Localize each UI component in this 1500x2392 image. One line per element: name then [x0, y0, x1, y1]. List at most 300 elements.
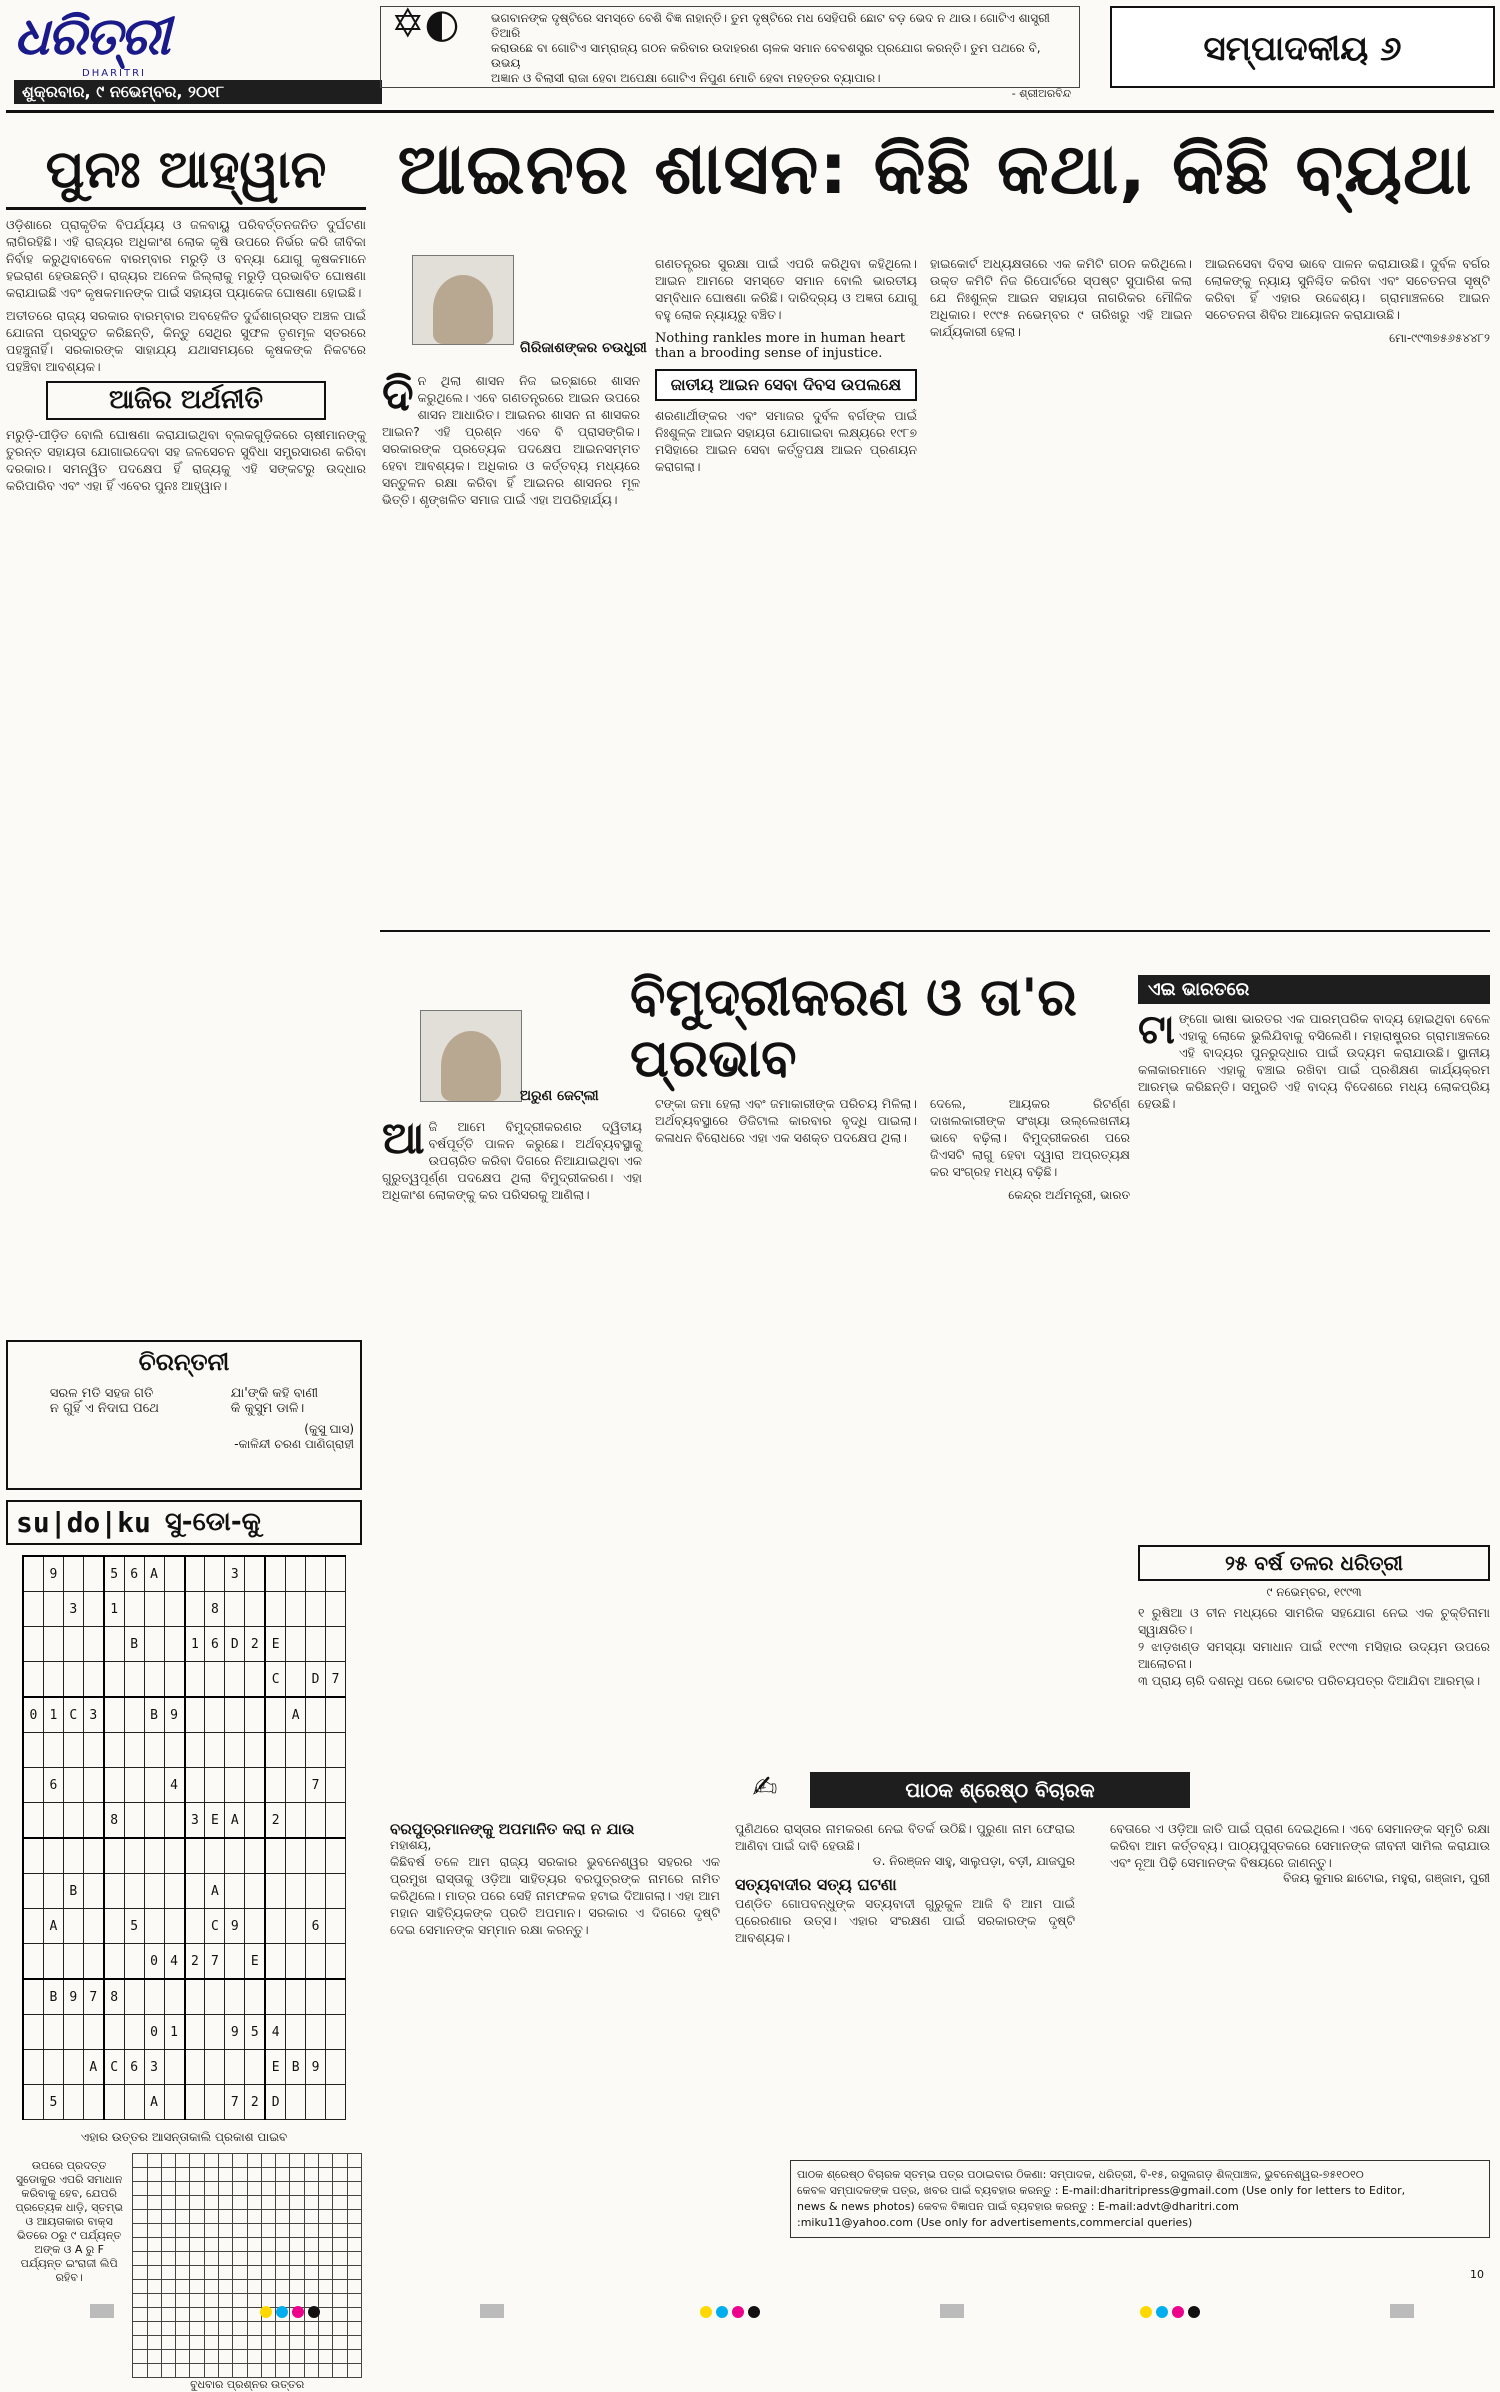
sudoku-cell[interactable]	[104, 1909, 124, 1944]
sudoku-cell[interactable]	[144, 1979, 164, 2015]
sudoku-cell[interactable]	[185, 1838, 205, 1874]
sudoku-cell[interactable]	[144, 1838, 164, 1874]
sudoku-cell[interactable]: 5	[104, 1556, 124, 1592]
sudoku-cell[interactable]: 7	[205, 1944, 225, 1980]
sudoku-cell[interactable]	[245, 1697, 265, 1733]
sudoku-cell[interactable]	[63, 1556, 83, 1592]
sudoku-cell[interactable]	[104, 1662, 124, 1698]
sudoku-cell[interactable]	[185, 1662, 205, 1698]
sudoku-cell[interactable]	[286, 1768, 306, 1803]
sudoku-cell[interactable]	[83, 1627, 103, 1662]
solution-cell	[333, 2154, 347, 2168]
sudoku-cell[interactable]	[23, 1627, 43, 1662]
solution-cell	[133, 2336, 147, 2350]
sudoku-cell[interactable]	[225, 1768, 245, 1803]
sudoku-cell[interactable]: E	[205, 1803, 225, 1839]
solution-cell	[147, 2154, 161, 2168]
sudoku-cell[interactable]: 4	[265, 2015, 285, 2050]
archive-box	[1138, 1545, 1490, 1689]
sudoku-cell[interactable]	[205, 1697, 225, 1733]
sudoku-cell[interactable]	[23, 2015, 43, 2050]
sudoku-cell[interactable]	[245, 1909, 265, 1944]
sudoku-cell[interactable]	[23, 1979, 43, 2015]
sudoku-cell[interactable]	[225, 1838, 245, 1874]
sudoku-cell[interactable]: 8	[104, 1979, 124, 2015]
sudoku-cell[interactable]: 9	[164, 1697, 184, 1733]
sudoku-cell[interactable]: C	[63, 1697, 83, 1733]
sudoku-cell[interactable]	[306, 1979, 326, 2015]
sudoku-cell[interactable]	[326, 1944, 346, 1980]
sudoku-cell[interactable]	[185, 2050, 205, 2085]
sudoku-cell[interactable]: 6	[124, 2050, 144, 2085]
sudoku-cell[interactable]	[286, 1556, 306, 1592]
sudoku-cell[interactable]: 0	[23, 1697, 43, 1733]
sudoku-cell[interactable]	[63, 1662, 83, 1698]
sudoku-cell[interactable]	[326, 1592, 346, 1627]
sudoku-cell[interactable]: B	[63, 1874, 83, 1909]
registration-mark	[940, 2304, 964, 2318]
sudoku-grid[interactable]	[22, 1555, 346, 2120]
sudoku-cell[interactable]: 8	[205, 1592, 225, 1627]
sudoku-cell[interactable]	[23, 1944, 43, 1980]
sudoku-cell[interactable]: C	[205, 1909, 225, 1944]
sudoku-cell[interactable]: 5	[43, 2085, 63, 2120]
sudoku-cell[interactable]: 5	[245, 2015, 265, 2050]
sudoku-cell[interactable]	[286, 1627, 306, 1662]
sudoku-cell[interactable]	[43, 1662, 63, 1698]
sudoku-cell[interactable]	[286, 1909, 306, 1944]
sudoku-cell[interactable]	[286, 1838, 306, 1874]
sudoku-cell[interactable]	[104, 1627, 124, 1662]
sudoku-cell[interactable]: 9	[43, 1556, 63, 1592]
sudoku-cell[interactable]	[265, 1733, 285, 1768]
sudoku-cell[interactable]: D	[225, 1627, 245, 1662]
solution-cell	[190, 2210, 204, 2224]
sudoku-cell[interactable]	[185, 1697, 205, 1733]
sudoku-cell[interactable]: 3	[225, 1556, 245, 1592]
sudoku-cell[interactable]	[63, 2050, 83, 2085]
sudoku-cell[interactable]	[63, 1733, 83, 1768]
thought-of-day	[380, 1, 1080, 100]
sudoku-cell[interactable]: E	[265, 2050, 285, 2085]
sudoku-cell[interactable]	[164, 2050, 184, 2085]
sudoku-cell[interactable]	[144, 1733, 164, 1768]
sudoku-cell[interactable]	[225, 1733, 245, 1768]
sudoku-cell[interactable]	[104, 2015, 124, 2050]
sudoku-cell[interactable]	[245, 1592, 265, 1627]
sudoku-cell[interactable]	[185, 1592, 205, 1627]
sudoku-cell[interactable]	[124, 2015, 144, 2050]
sudoku-cell[interactable]	[23, 2050, 43, 2085]
sudoku-cell[interactable]: A	[286, 1697, 306, 1733]
sudoku-cell[interactable]	[104, 1697, 124, 1733]
sudoku-cell[interactable]	[205, 1979, 225, 2015]
sudoku-cell[interactable]	[23, 1768, 43, 1803]
sudoku-cell[interactable]	[185, 1556, 205, 1592]
sudoku-cell[interactable]	[286, 2015, 306, 2050]
sudoku-cell[interactable]	[144, 1768, 164, 1803]
sudoku-cell[interactable]	[144, 1662, 164, 1698]
sudoku-cell[interactable]	[205, 1662, 225, 1698]
sudoku-cell[interactable]	[306, 1697, 326, 1733]
sudoku-cell[interactable]	[225, 1979, 245, 2015]
sudoku-cell[interactable]	[245, 1979, 265, 2015]
sudoku-cell[interactable]	[225, 1874, 245, 1909]
sudoku-cell[interactable]: B	[144, 1697, 164, 1733]
sudoku-cell[interactable]: B	[286, 2050, 306, 2085]
sudoku-cell[interactable]	[326, 1909, 346, 1944]
sudoku-cell[interactable]	[245, 1838, 265, 1874]
sudoku-cell[interactable]	[205, 1556, 225, 1592]
quote-author: - ଶ୍ରୀଅରବିନ୍ଦ	[1011, 87, 1071, 100]
sudoku-cell[interactable]	[63, 1909, 83, 1944]
sudoku-cell[interactable]	[245, 2050, 265, 2085]
sudoku-cell[interactable]	[104, 1768, 124, 1803]
sudoku-cell[interactable]	[265, 1838, 285, 1874]
sudoku-cell[interactable]	[265, 1556, 285, 1592]
sudoku-cell[interactable]	[83, 1944, 103, 1980]
sudoku-cell[interactable]	[265, 1909, 285, 1944]
sudoku-cell[interactable]	[326, 1556, 346, 1592]
sudoku-cell[interactable]	[23, 1733, 43, 1768]
sudoku-cell[interactable]	[306, 2085, 326, 2120]
sudoku-cell[interactable]	[83, 2015, 103, 2050]
solution-cell	[333, 2336, 347, 2350]
sudoku-cell[interactable]	[43, 1627, 63, 1662]
sudoku-cell[interactable]	[124, 1733, 144, 1768]
this-india-box	[1138, 975, 1490, 1112]
sudoku-cell[interactable]	[104, 1733, 124, 1768]
sudoku-cell[interactable]	[124, 1803, 144, 1839]
sudoku-cell[interactable]: 2	[265, 1803, 285, 1839]
sudoku-cell[interactable]	[83, 1874, 103, 1909]
sudoku-cell[interactable]	[185, 2015, 205, 2050]
sudoku-cell[interactable]	[23, 2085, 43, 2120]
sudoku-cell[interactable]: B	[124, 1627, 144, 1662]
solution-cell	[304, 2168, 318, 2182]
sudoku-cell[interactable]	[63, 1838, 83, 1874]
sudoku-cell[interactable]	[225, 1944, 245, 1980]
solution-cell	[219, 2182, 233, 2196]
sudoku-cell[interactable]	[286, 2085, 306, 2120]
letter-author: ଡ. ନିରଞ୍ଜନ ସାହୁ, ସାଲୁପଡ଼ା, ବଡ଼ୀ, ଯାଜପୁର	[872, 1854, 1075, 1868]
registration-mark	[480, 2304, 504, 2318]
solution-cell	[290, 2336, 304, 2350]
sudoku-cell[interactable]	[205, 2085, 225, 2120]
sudoku-cell[interactable]	[43, 1874, 63, 1909]
sudoku-cell[interactable]	[43, 1803, 63, 1839]
registration-dot	[1140, 2306, 1152, 2318]
drop-cap: ଟା	[1138, 1007, 1175, 1053]
editorial-para: ମରୁଡ଼ି-ପୀଡ଼ିତ ବୋଲି ଘୋଷଣା କରାଯାଇଥିବା ବ୍ଲକଗୁଡ଼ିକରେ ଚାଷୀମାନଙ୍କୁ ତୁରନ୍ତ ସହାୟତା ଯୋଗାଇଦେବା ସହ ଜଳସେଚନ ସୁବିଧା ସମ୍ପ୍ରସାରଣ କରିବା ଦରକାର। ସମନ୍ୱିତ ପଦକ୍ଷେପ ହିଁ ରାଜ୍ୟକୁ ଏହି ସଙ୍କଟରୁ ଉଦ୍ଧାର କରିପାରିବ ଏବଂ ଏହା ହିଁ ଏବେର ପୁନଃ ଆହ୍ୱାନ।	[6, 427, 366, 493]
sudoku-cell[interactable]	[23, 1909, 43, 1944]
sudoku-cell[interactable]: 7	[306, 1768, 326, 1803]
sudoku-cell[interactable]	[144, 1909, 164, 1944]
sudoku-cell[interactable]: 3	[144, 2050, 164, 2085]
sudoku-cell[interactable]	[265, 1944, 285, 1980]
sudoku-cell[interactable]	[43, 1733, 63, 1768]
sudoku-cell[interactable]	[164, 2085, 184, 2120]
sudoku-cell[interactable]: A	[83, 2050, 103, 2085]
sudoku-cell[interactable]: 1	[43, 1697, 63, 1733]
sudoku-cell[interactable]	[23, 1556, 43, 1592]
sudoku-cell[interactable]: E	[245, 1944, 265, 1980]
sudoku-cell[interactable]	[83, 1592, 103, 1627]
sudoku-cell[interactable]	[205, 1768, 225, 1803]
sudoku-cell[interactable]: 6	[306, 1909, 326, 1944]
sudoku-cell[interactable]	[326, 1803, 346, 1839]
solution-cell	[261, 2266, 275, 2280]
sudoku-cell[interactable]	[286, 1803, 306, 1839]
sudoku-cell[interactable]: 3	[185, 1803, 205, 1839]
sudoku-cell[interactable]	[124, 1662, 144, 1698]
sudoku-cell[interactable]	[205, 1733, 225, 1768]
sudoku-cell[interactable]	[306, 1556, 326, 1592]
sudoku-cell[interactable]	[83, 1803, 103, 1839]
solution-cell	[347, 2210, 361, 2224]
sudoku-cell[interactable]	[326, 1874, 346, 1909]
letter-1	[390, 1820, 720, 1938]
sudoku-cell[interactable]	[286, 1733, 306, 1768]
sudoku-cell[interactable]	[124, 1944, 144, 1980]
sudoku-cell[interactable]	[326, 2015, 346, 2050]
sudoku-cell[interactable]: 3	[63, 1592, 83, 1627]
sudoku-cell[interactable]	[83, 2085, 103, 2120]
sudoku-cell[interactable]	[164, 1909, 184, 1944]
sudoku-cell[interactable]	[104, 2085, 124, 2120]
sudoku-cell[interactable]: 1	[185, 1627, 205, 1662]
sudoku-cell[interactable]: 6	[43, 1768, 63, 1803]
sudoku-cell[interactable]	[124, 1768, 144, 1803]
sudoku-cell[interactable]: A	[144, 2085, 164, 2120]
sudoku-cell[interactable]	[124, 1697, 144, 1733]
sudoku-cell[interactable]	[83, 1838, 103, 1874]
sudoku-cell[interactable]	[164, 1838, 184, 1874]
sudoku-cell[interactable]: 6	[124, 1556, 144, 1592]
sudoku-cell[interactable]	[124, 1979, 144, 2015]
sudoku-cell[interactable]	[265, 1874, 285, 1909]
sudoku-cell[interactable]	[245, 1803, 265, 1839]
sudoku-cell[interactable]	[185, 1909, 205, 1944]
sudoku-cell[interactable]	[326, 2050, 346, 2085]
sudoku-cell[interactable]	[326, 1979, 346, 2015]
sudoku-cell[interactable]: 7	[225, 2085, 245, 2120]
letter-text: ପୁଣିଥରେ ରାସ୍ତାର ନାମକରଣ ନେଇ ବିତର୍କ ଉଠିଛି। ପୁରୁଣା ନାମ ଫେରାଇ ଆଣିବା ପାଇଁ ଦାବି ହେଉଛି।	[735, 1821, 1075, 1853]
sudoku-cell[interactable]: 2	[185, 1944, 205, 1980]
sudoku-cell[interactable]: 1	[164, 2015, 184, 2050]
sudoku-cell[interactable]	[164, 1979, 184, 2015]
sudoku-cell[interactable]	[124, 1838, 144, 1874]
sudoku-cell[interactable]	[286, 1592, 306, 1627]
sudoku-cell[interactable]	[286, 1874, 306, 1909]
sudoku-cell[interactable]: 2	[245, 2085, 265, 2120]
sudoku-cell[interactable]: 8	[104, 1803, 124, 1839]
sudoku-cell[interactable]	[185, 2085, 205, 2120]
sudoku-cell[interactable]	[164, 1803, 184, 1839]
sudoku-cell[interactable]: A	[225, 1803, 245, 1839]
solution-cell	[247, 2182, 261, 2196]
sudoku-cell[interactable]	[245, 1768, 265, 1803]
sudoku-cell[interactable]	[144, 1627, 164, 1662]
sudoku-cell[interactable]	[245, 1733, 265, 1768]
sudoku-cell[interactable]: 2	[245, 1627, 265, 1662]
sudoku-cell[interactable]	[164, 1627, 184, 1662]
sudoku-cell[interactable]: 4	[164, 1944, 184, 1980]
sudoku-cell[interactable]	[306, 1944, 326, 1980]
sudoku-cell[interactable]	[245, 1662, 265, 1698]
solution-cell	[133, 2238, 147, 2252]
sudoku-cell[interactable]	[63, 1803, 83, 1839]
sudoku-cell[interactable]	[63, 2085, 83, 2120]
sudoku-cell[interactable]: 5	[124, 1909, 144, 1944]
solution-cell	[247, 2238, 261, 2252]
sudoku-cell[interactable]	[286, 1662, 306, 1698]
sudoku-cell[interactable]: 0	[144, 1944, 164, 1980]
sudoku-cell[interactable]	[225, 1697, 245, 1733]
sudoku-cell[interactable]	[144, 1803, 164, 1839]
author-designation: କେନ୍ଦ୍ର ଅର୍ଥମନ୍ତ୍ରୀ, ଭାରତ	[1008, 1188, 1130, 1202]
solution-cell	[219, 2336, 233, 2350]
footer-line: ପାଠକ ଶ୍ରେଷ୍ଠ ବିଚାରକ ସ୍ତମ୍ଭ ପତ୍ର ପଠାଇବାର ଠିକଣା: ସମ୍ପାଦକ, ଧରିତ୍ରୀ, ବି-୧୫, ରସୁଲଗଡ଼ ଶିଳ୍ପାଞ୍ଚଳ, ଭୁବନେଶ୍ୱର-୭୫୧୦୧୦	[797, 2168, 1364, 2181]
sudoku-cell[interactable]	[63, 1768, 83, 1803]
sudoku-cell[interactable]	[104, 1874, 124, 1909]
sudoku-cell[interactable]	[306, 1592, 326, 1627]
sudoku-cell[interactable]: A	[205, 1874, 225, 1909]
sudoku-cell[interactable]	[43, 2050, 63, 2085]
sudoku-cell[interactable]	[265, 1979, 285, 2015]
sudoku-cell[interactable]: A	[43, 1909, 63, 1944]
sudoku-cell[interactable]	[286, 1944, 306, 1980]
sudoku-cell[interactable]	[185, 1874, 205, 1909]
sudoku-cell[interactable]	[205, 2015, 225, 2050]
sudoku-cell[interactable]	[225, 2050, 245, 2085]
solution-cell	[233, 2238, 247, 2252]
sudoku-cell[interactable]: 4	[164, 1768, 184, 1803]
sudoku-cell[interactable]	[43, 1838, 63, 1874]
sudoku-cell[interactable]	[185, 1733, 205, 1768]
sudoku-cell[interactable]	[205, 2050, 225, 2085]
sudoku-cell[interactable]	[63, 2015, 83, 2050]
sudoku-cell[interactable]	[306, 1733, 326, 1768]
sudoku-cell[interactable]: 3	[83, 1697, 103, 1733]
sudoku-cell[interactable]	[306, 1627, 326, 1662]
sudoku-cell[interactable]	[245, 1556, 265, 1592]
sudoku-cell[interactable]	[265, 1697, 285, 1733]
sudoku-cell[interactable]: 9	[306, 2050, 326, 2085]
sudoku-cell[interactable]	[23, 1803, 43, 1839]
sudoku-cell[interactable]: 0	[144, 2015, 164, 2050]
registration-dot	[276, 2306, 288, 2318]
sudoku-cell[interactable]	[43, 1592, 63, 1627]
solution-cell	[219, 2168, 233, 2182]
sudoku-cell[interactable]: 7	[83, 1979, 103, 2015]
sudoku-cell[interactable]	[306, 1803, 326, 1839]
sudoku-cell[interactable]	[124, 1592, 144, 1627]
sudoku-cell[interactable]: 7	[326, 1662, 346, 1698]
sudoku-cell[interactable]	[43, 1944, 63, 1980]
sudoku-cell[interactable]	[63, 1627, 83, 1662]
sudoku-cell[interactable]	[23, 1662, 43, 1698]
sudoku-cell[interactable]	[225, 1662, 245, 1698]
sudoku-cell[interactable]	[326, 1697, 346, 1733]
sudoku-cell[interactable]: A	[144, 1556, 164, 1592]
sudoku-cell[interactable]	[124, 2085, 144, 2120]
solution-cell	[319, 2266, 333, 2280]
sudoku-cell[interactable]	[306, 2015, 326, 2050]
solution-cell	[233, 2168, 247, 2182]
sudoku-cell[interactable]	[43, 2015, 63, 2050]
sudoku-cell[interactable]	[104, 1944, 124, 1980]
sudoku-cell[interactable]	[83, 1556, 103, 1592]
emblem-icon: ✡◐	[391, 1, 460, 47]
sudoku-cell[interactable]	[164, 1592, 184, 1627]
sudoku-cell[interactable]: 9	[225, 1909, 245, 1944]
sudoku-cell[interactable]	[306, 1838, 326, 1874]
sudoku-cell[interactable]	[83, 1733, 103, 1768]
sudoku-cell[interactable]	[23, 1838, 43, 1874]
sudoku-cell[interactable]: 1	[104, 1592, 124, 1627]
sudoku-cell[interactable]	[326, 2085, 346, 2120]
logo-subtext: DHARITRI	[82, 68, 146, 79]
solution-cell	[319, 2182, 333, 2196]
solution-cell	[261, 2364, 275, 2378]
sudoku-cell[interactable]	[326, 1733, 346, 1768]
sudoku-cell[interactable]: C	[104, 2050, 124, 2085]
sudoku-cell[interactable]	[245, 1874, 265, 1909]
sudoku-cell[interactable]	[164, 1556, 184, 1592]
sudoku-cell[interactable]	[23, 1874, 43, 1909]
sudoku-cell[interactable]	[225, 1592, 245, 1627]
sudoku-cell[interactable]	[144, 1592, 164, 1627]
sudoku-cell[interactable]: 6	[205, 1627, 225, 1662]
sudoku-cell[interactable]	[205, 1838, 225, 1874]
letter-title: ସତ୍ୟବାଦୀର ସତ୍ୟ ଘଟଣା	[735, 1875, 897, 1894]
sudoku-cell[interactable]: C	[265, 1662, 285, 1698]
sudoku-cell[interactable]	[265, 1592, 285, 1627]
archive-item: ୨ ଝାଡ଼ଖଣ୍ଡ ସମସ୍ୟା ସମାଧାନ ପାଇଁ ୧୯୯୩ ମସିହାର ଉଦ୍ୟମ ଉପରେ ଆଲୋଚନା।	[1138, 1639, 1490, 1671]
sudoku-cell[interactable]	[265, 1768, 285, 1803]
sudoku-cell[interactable]	[23, 1592, 43, 1627]
sudoku-note: ଏହାର ଉତ୍ତର ଆସନ୍ତାକାଲି ପ୍ରକାଶ ପାଇବ	[80, 2130, 288, 2144]
sudoku-cell[interactable]: D	[265, 2085, 285, 2120]
sudoku-cell[interactable]: B	[43, 1979, 63, 2015]
sudoku-cell[interactable]: D	[306, 1662, 326, 1698]
sudoku-cell[interactable]: 9	[63, 1979, 83, 2015]
sudoku-cell[interactable]: 9	[225, 2015, 245, 2050]
sudoku-cell[interactable]	[124, 1874, 144, 1909]
sudoku-cell[interactable]	[104, 1838, 124, 1874]
sudoku-cell[interactable]	[185, 1979, 205, 2015]
sudoku-cell[interactable]	[326, 1627, 346, 1662]
sudoku-cell[interactable]	[326, 1838, 346, 1874]
sudoku-cell[interactable]: E	[265, 1627, 285, 1662]
sudoku-cell[interactable]	[164, 1874, 184, 1909]
editorial-subhead: ଆଜିର ଅର୍ଥନୀତି	[46, 381, 326, 420]
sudoku-cell[interactable]	[326, 1768, 346, 1803]
sudoku-cell[interactable]	[164, 1733, 184, 1768]
sudoku-cell[interactable]	[306, 1874, 326, 1909]
sudoku-cell[interactable]	[83, 1662, 103, 1698]
sudoku-cell[interactable]	[63, 1944, 83, 1980]
sudoku-cell[interactable]	[144, 1874, 164, 1909]
sudoku-cell[interactable]	[185, 1768, 205, 1803]
sudoku-cell[interactable]	[83, 1909, 103, 1944]
sudoku-cell[interactable]	[286, 1979, 306, 2015]
solution-cell	[204, 2252, 218, 2266]
sudoku-cell[interactable]	[83, 1768, 103, 1803]
letter-2	[735, 1820, 1075, 1946]
sudoku-cell[interactable]	[164, 1662, 184, 1698]
